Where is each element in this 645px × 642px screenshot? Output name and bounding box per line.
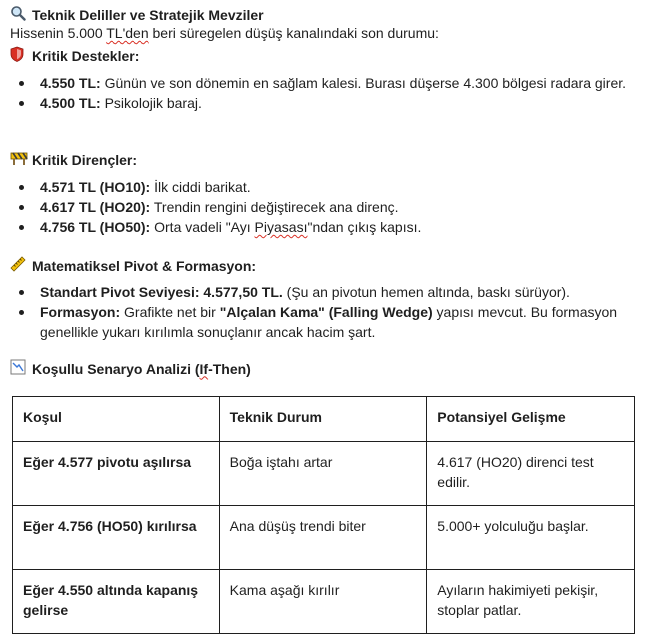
- resistances-heading: [10, 150, 137, 169]
- shield-icon: [10, 46, 28, 65]
- outcome-cell: Ayıların hakimiyeti pekişir, stoplar patlar.: [427, 570, 635, 634]
- scenario-heading: [10, 359, 251, 378]
- ruler-icon: [10, 256, 28, 275]
- supports-heading: [10, 46, 139, 65]
- scenario-table: [12, 396, 635, 634]
- pivot-list: [10, 282, 630, 342]
- outcome-cell: 5.000+ yolculuğu başlar.: [427, 506, 635, 570]
- list-item: 4.550 TL: Günün ve son dönemin en sağlam kalesi. Burası düşerse 4.300 bölgesi radara girer.: [10, 73, 630, 93]
- technical-cell: Boğa iştahı artar: [219, 442, 427, 506]
- list-item: 4.500 TL: Psikolojik baraj.: [10, 93, 630, 113]
- list-item: 4.571 TL (HO10): İlk ciddi barikat.: [10, 177, 630, 197]
- outcome-cell: 4.617 (HO20) direnci test edilir.: [427, 442, 635, 506]
- scenario-title: Koşullu Senaryo Analizi (If-Then): [32, 360, 251, 377]
- condition-cell: Eğer 4.550 altında kapanış gelirse: [13, 570, 220, 634]
- table-row: [13, 570, 635, 634]
- header-cell: Koşul: [13, 397, 220, 442]
- list-item: 4.617 TL (HO20): Trendin rengini değiştirecek ana direnç.: [10, 197, 630, 217]
- table-row: [13, 506, 635, 570]
- supports-list: [10, 73, 630, 113]
- heading-title: Teknik Deliller ve Stratejik Mevziler: [32, 6, 264, 23]
- barrier-icon: [10, 150, 28, 169]
- pivot-title: Matematiksel Pivot & Formasyon:: [32, 257, 257, 274]
- section-heading-evidence: [10, 5, 264, 24]
- technical-cell: Ana düşüş trendi biter: [219, 506, 427, 570]
- pivot-heading: [10, 256, 256, 275]
- header-cell: Teknik Durum: [219, 397, 427, 442]
- table-row: [13, 442, 635, 506]
- list-item: Standart Pivot Seviyesi: 4.577,50 TL. (Şu an pivotun hemen altında, baskı sürüyor).: [10, 282, 630, 302]
- supports-title: Kritik Destekler:: [32, 47, 140, 64]
- chart-down-icon: [10, 359, 28, 378]
- condition-cell: Eğer 4.577 pivotu aşılırsa: [13, 442, 220, 506]
- resistances-title: Kritik Dirençler:: [32, 151, 138, 168]
- technical-cell: Kama aşağı kırılır: [219, 570, 427, 634]
- intro-text: Hissenin 5.000 TL'den beri süregelen düşüş kanalındaki son durumu:: [10, 25, 439, 41]
- table-header-row: [13, 397, 635, 442]
- header-cell: Potansiyel Gelişme: [427, 397, 635, 442]
- list-item: 4.756 TL (HO50): Orta vadeli "Ayı Piyasası"ndan çıkış kapısı.: [10, 217, 630, 237]
- list-item: Formasyon: Grafikte net bir "Alçalan Kama" (Falling Wedge) yapısı mevcut. Bu formasyon genellikle yukarı kırılımla sonuçlanır ancak hacim şart.: [10, 302, 630, 342]
- condition-cell: Eğer 4.756 (HO50) kırılırsa: [13, 506, 220, 570]
- magnifier-icon: [10, 5, 28, 24]
- resistances-list: [10, 177, 630, 237]
